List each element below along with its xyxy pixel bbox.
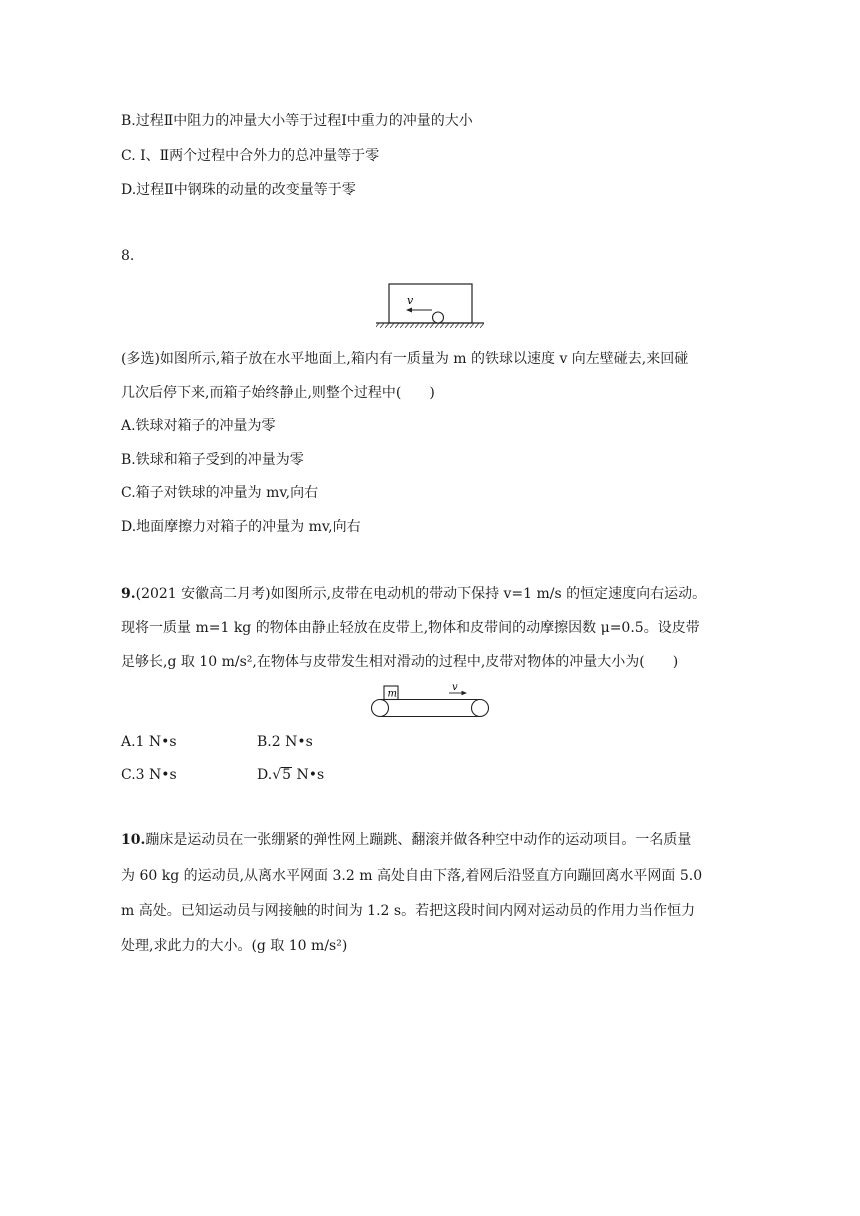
q9-stem-line3: 足够长,g 取 10 m/s²,在物体与皮带发生相对滑动的过程中,皮带对物体的冲量大小为( ): [121, 654, 679, 670]
q8-option-d: D.地面摩擦力对箱子的冲量为 mv,向右: [121, 519, 361, 535]
ground-hatch: [376, 323, 484, 328]
iron-ball: [433, 312, 444, 323]
q9-option-b: B.2 N•s: [257, 734, 313, 750]
box-ball-figure: [370, 280, 490, 330]
q7-option-c: C. Ⅰ、Ⅱ两个过程中合外力的总冲量等于零: [121, 148, 380, 164]
q9-number: 9.: [121, 586, 136, 602]
left-pulley: [372, 700, 389, 717]
q8-option-a: A.铁球对箱子的冲量为零: [121, 418, 276, 434]
arrowhead-right-icon: [462, 691, 468, 695]
q9-stem-text1: (2021 安徽高二月考)如图所示,皮带在电动机的带动下保持 v=1 m/s 的恒定速度向右运动。: [135, 586, 707, 602]
q9-stem-line2: 现将一质量 m=1 kg 的物体由静止轻放在皮带上,物体和皮带间的动摩擦因数 μ=0.5。设皮带: [121, 620, 700, 636]
conveyor-belt-figure: [366, 680, 494, 722]
q10-line2: 为 60 kg 的运动员,从离水平网面 3.2 m 高处自由下落,着网后沿竖直方向蹦回离水平网面 5.0: [121, 868, 703, 884]
q9-option-d-suffix: N•s: [292, 767, 325, 783]
belt-velocity-label: v: [452, 682, 458, 693]
q9-option-c: C.3 N•s: [121, 767, 177, 783]
q8-option-c: C.箱子对铁球的冲量为 mv,向右: [121, 485, 319, 501]
q10-line4: 处理,求此力的大小。(g 取 10 m/s²): [121, 938, 348, 954]
q9-option-d: [257, 765, 324, 785]
velocity-label: v: [407, 294, 414, 307]
q10-line3: m 高处。已知运动员与网接触的时间为 1.2 s。若把这段时间内网对运动员的作用力当作恒力: [121, 903, 696, 919]
q8-number: 8.: [121, 248, 135, 264]
q10-text1: 蹦床是运动员在一张绷紧的弹性网上蹦跳、翻滚并做各种空中动作的运动项目。一名质量: [145, 832, 692, 848]
q8-stem-line2: 几次后停下来,而箱子始终静止,则整个过程中( ): [121, 385, 435, 401]
mass-label: m: [387, 688, 397, 700]
q7-option-b: B.过程Ⅱ中阻力的冲量大小等于过程Ⅰ中重力的冲量的大小: [121, 113, 473, 129]
q9-option-d-prefix: D.: [257, 767, 273, 783]
q10-number: 10.: [121, 832, 146, 848]
q9-stem-line1: [121, 584, 706, 604]
q9-option-a: A.1 N•s: [121, 734, 177, 750]
right-pulley: [472, 700, 489, 717]
arrowhead-left-icon: [406, 308, 412, 313]
q10-line1: [121, 830, 691, 850]
q7-option-d: D.过程Ⅱ中钢珠的动量的改变量等于零: [121, 182, 356, 198]
box: [389, 284, 472, 323]
q9-option-d-radicand: 5: [282, 767, 292, 783]
sqrt-symbol: √5: [272, 767, 292, 783]
q8-stem-line1: (多选)如图所示,箱子放在水平地面上,箱内有一质量为 m 的铁球以速度 v 向左壁碰去,来回碰: [121, 351, 689, 367]
q8-option-b: B.铁球和箱子受到的冲量为零: [121, 452, 304, 468]
